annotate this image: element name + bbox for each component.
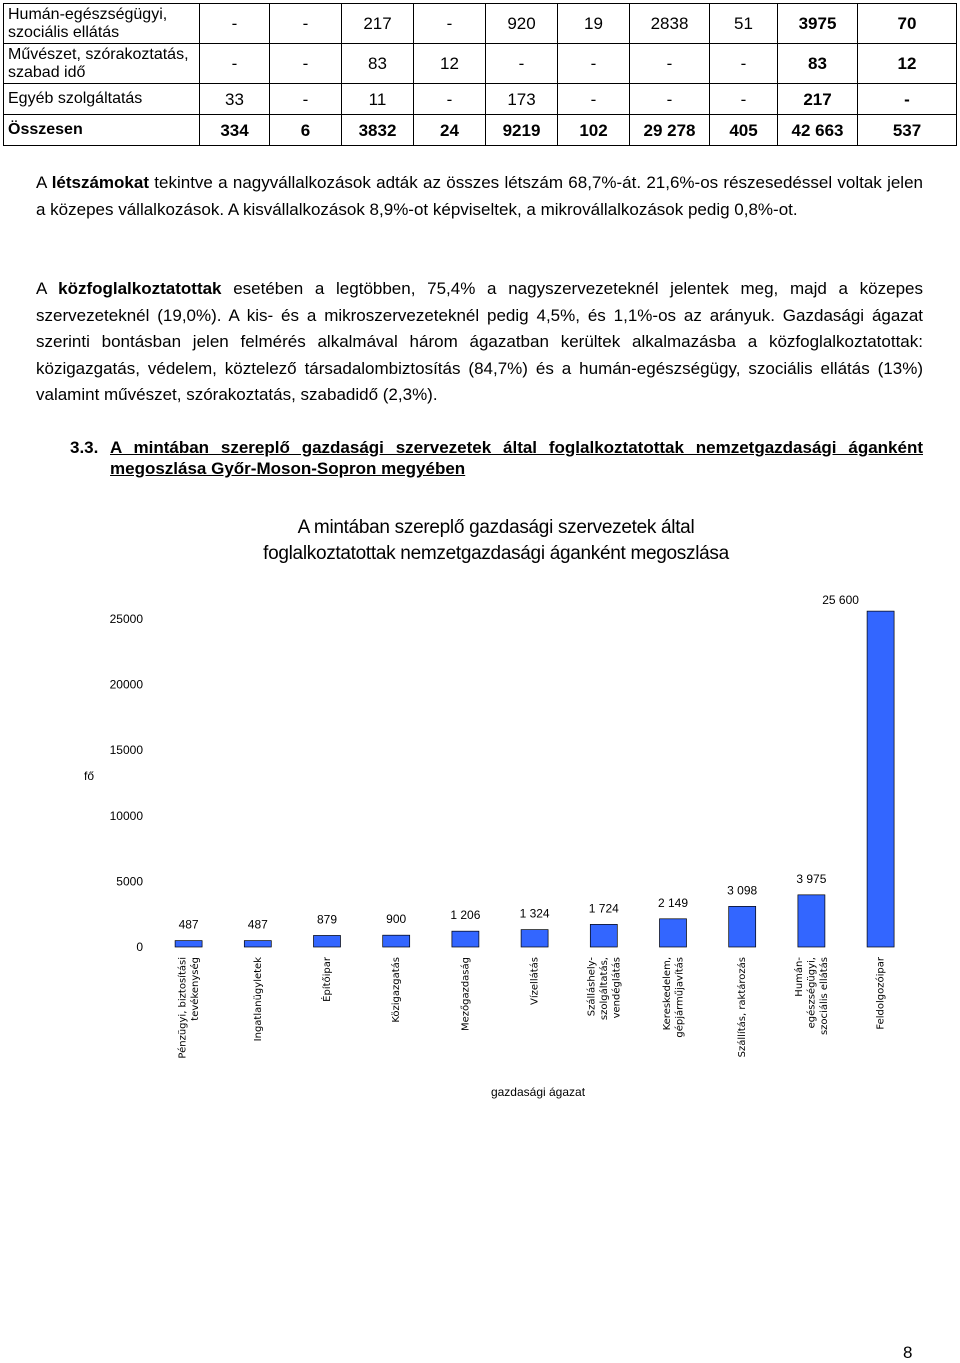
table-cell: 19 bbox=[558, 4, 630, 44]
table-cell: - bbox=[200, 44, 270, 84]
category-label bbox=[253, 957, 264, 1042]
y-tick-label: 0 bbox=[136, 940, 143, 954]
x-axis-title: gazdasági ágazat bbox=[490, 1085, 586, 1099]
table-cell: 920 bbox=[486, 4, 558, 44]
bar bbox=[660, 919, 687, 947]
bar bbox=[175, 941, 202, 947]
category-label bbox=[875, 956, 887, 1029]
table-cell: - bbox=[710, 84, 778, 115]
table-cell: 3975 bbox=[778, 4, 858, 44]
row-label: Összesen bbox=[4, 115, 200, 146]
table-cell: 334 bbox=[200, 115, 270, 146]
category-label-line: Kereskedelem, bbox=[661, 957, 673, 1031]
category-label bbox=[529, 957, 541, 1005]
table-cell: 83 bbox=[778, 44, 858, 84]
bar-value-label: 487 bbox=[178, 917, 199, 932]
chart-title-line-2: foglalkoztatottak nemzetgazdasági áganként megoszlása bbox=[263, 543, 729, 564]
section-title: A mintában szereplő gazdasági szervezetek által foglalkoztatottak nemzetgazdasági áganként megoszlása Győr-Moson-Sopron megyében bbox=[110, 438, 923, 478]
table-cell: 29 278 bbox=[630, 115, 710, 146]
table-cell: 6 bbox=[270, 115, 342, 146]
row-label: Művészet, szórakoztatás, szabad idő bbox=[4, 44, 200, 84]
table-cell: - bbox=[710, 44, 778, 84]
category-label-line: Közigazgatás bbox=[391, 957, 403, 1023]
table-cell: 12 bbox=[414, 44, 486, 84]
category-label bbox=[459, 957, 471, 1031]
table-cell: - bbox=[558, 84, 630, 115]
bar-value-label: 879 bbox=[316, 912, 338, 927]
bar-value-label: 3 975 bbox=[796, 871, 827, 886]
category-label-line: Szállítás, raktározás bbox=[737, 957, 749, 1058]
table-cell: - bbox=[486, 44, 558, 84]
bar-value-label: 1 206 bbox=[450, 908, 481, 923]
category-label-line: Humán- bbox=[793, 957, 805, 997]
category-label bbox=[793, 957, 830, 1035]
table-cell: - bbox=[270, 4, 342, 44]
p2-text-a: A bbox=[36, 279, 59, 298]
y-tick-label: 10000 bbox=[109, 808, 143, 823]
table-cell: - bbox=[558, 44, 630, 84]
section-number: 3.3. bbox=[70, 438, 99, 457]
y-tick-label: 5000 bbox=[116, 874, 143, 889]
table-cell: 24 bbox=[414, 115, 486, 146]
bar-value-label: 1 724 bbox=[588, 901, 619, 916]
table-cell: - bbox=[200, 4, 270, 44]
table-cell: - bbox=[630, 84, 710, 115]
table-cell: 173 bbox=[486, 84, 558, 115]
table-cell: 3832 bbox=[342, 115, 414, 146]
category-label bbox=[320, 956, 333, 1002]
category-label-line: vendéglátás bbox=[611, 957, 623, 1019]
table-cell: 9219 bbox=[486, 115, 558, 146]
bar-value-label: 25 600 bbox=[822, 593, 859, 607]
category-label-line: szolgáltatás, bbox=[598, 957, 610, 1021]
bar-value-label: 1 324 bbox=[519, 906, 550, 921]
table-cell: - bbox=[630, 44, 710, 84]
category-label bbox=[176, 957, 201, 1059]
bar bbox=[314, 935, 341, 947]
bar bbox=[383, 935, 410, 947]
table-cell: - bbox=[270, 84, 342, 115]
y-axis-title: fő bbox=[84, 769, 95, 783]
chart-title-line-1: A mintában szereplő gazdasági szervezetek által bbox=[297, 517, 695, 538]
bar bbox=[521, 930, 548, 947]
table-cell: - bbox=[270, 44, 342, 84]
category-label-line: Pénzügyi, biztosítási bbox=[177, 957, 189, 1059]
category-label bbox=[390, 957, 402, 1023]
bar-value-label: 900 bbox=[386, 912, 407, 927]
category-label-line: Szálláshely- bbox=[586, 957, 598, 1017]
bar-value-label: 2 149 bbox=[657, 895, 689, 910]
table-cell: 217 bbox=[778, 84, 858, 115]
bar bbox=[244, 941, 271, 947]
category-label bbox=[662, 957, 686, 1038]
row-label: Humán-egészségügyi, szociális ellátás bbox=[4, 4, 200, 44]
bar bbox=[867, 611, 894, 947]
table-cell: 2838 bbox=[630, 4, 710, 44]
category-label-line: Vízellátás bbox=[529, 957, 541, 1005]
table-cell: - bbox=[414, 84, 486, 115]
bar bbox=[798, 895, 825, 947]
bar-value-label: 3 098 bbox=[727, 883, 758, 898]
category-label-line: Mezőgazdaság bbox=[460, 957, 472, 1032]
page-number: 8 bbox=[903, 1343, 913, 1362]
table-cell: 70 bbox=[858, 4, 957, 44]
y-tick-label: 15000 bbox=[109, 743, 143, 758]
category-label-line: egészségügyi, bbox=[806, 957, 818, 1029]
bar bbox=[729, 906, 756, 947]
table-cell: 42 663 bbox=[778, 115, 858, 146]
table-cell: 217 bbox=[342, 4, 414, 44]
category-label-line: Ingatlanügyletek bbox=[252, 957, 264, 1042]
table-cell: 83 bbox=[342, 44, 414, 84]
bar bbox=[452, 931, 479, 947]
p2-text-b: esetében a legtöbben, 75,4% a nagyszervezeteknél jelentek meg, majd a közepes szervezeteknél (19,0%). A kis- és a mikroszervezeteknél pedig 4,5%, és 1,1%-os az arányuk. Gazdasági ágazat szerinti bontásban jelen felmérés alkalmával három ágazatban kerültek alkalmazásba a közfoglalkoztatottak: közigazgatás, védelem, köztelező társadalombiztosítás (84,7%) és a humán-egészségügy, szociális ellátás (13%) valamint művészet, szórakoztatás, szabadidő (2,3%). bbox=[36, 279, 923, 404]
category-label-line: Feldolgozóipar bbox=[875, 957, 887, 1030]
category-label-line: szociális ellátás bbox=[818, 957, 830, 1036]
table-cell: 33 bbox=[200, 84, 270, 115]
category-label bbox=[585, 957, 622, 1020]
y-tick-label: 25000 bbox=[109, 612, 143, 626]
table-cell: 51 bbox=[710, 4, 778, 44]
table-cell: - bbox=[414, 4, 486, 44]
category-label-line: tevékenység bbox=[189, 957, 201, 1021]
category-label-line: Építőipar bbox=[322, 957, 333, 1002]
table-cell: 11 bbox=[342, 84, 414, 115]
p1-bold: létszámokat bbox=[51, 173, 150, 192]
category-label-line: gépjárműjavítás bbox=[674, 957, 686, 1038]
bar bbox=[590, 924, 617, 947]
table-cell: - bbox=[858, 84, 957, 115]
table-cell: 12 bbox=[858, 44, 957, 84]
y-tick-label: 20000 bbox=[109, 677, 143, 692]
table-cell: 537 bbox=[858, 115, 957, 146]
p1-text-a: A bbox=[36, 173, 52, 192]
table-cell: 102 bbox=[558, 115, 630, 146]
table-cell: 405 bbox=[710, 115, 778, 146]
p1-text-b: tekintve a nagyvállalkozások adták az összes létszám 68,7%-át. 21,6%-os részesedéssel voltak jelen a közepes vállalkozások. A kisvállalkozások 8,9%-ot képviseltek, a mikrovállalkozások pedig 0,8%-ot. bbox=[36, 173, 923, 219]
p2-bold: közfoglalkoztatottak bbox=[58, 279, 222, 298]
bar-value-label: 487 bbox=[247, 917, 268, 932]
row-label: Egyéb szolgáltatás bbox=[4, 84, 200, 115]
category-label bbox=[736, 957, 748, 1057]
